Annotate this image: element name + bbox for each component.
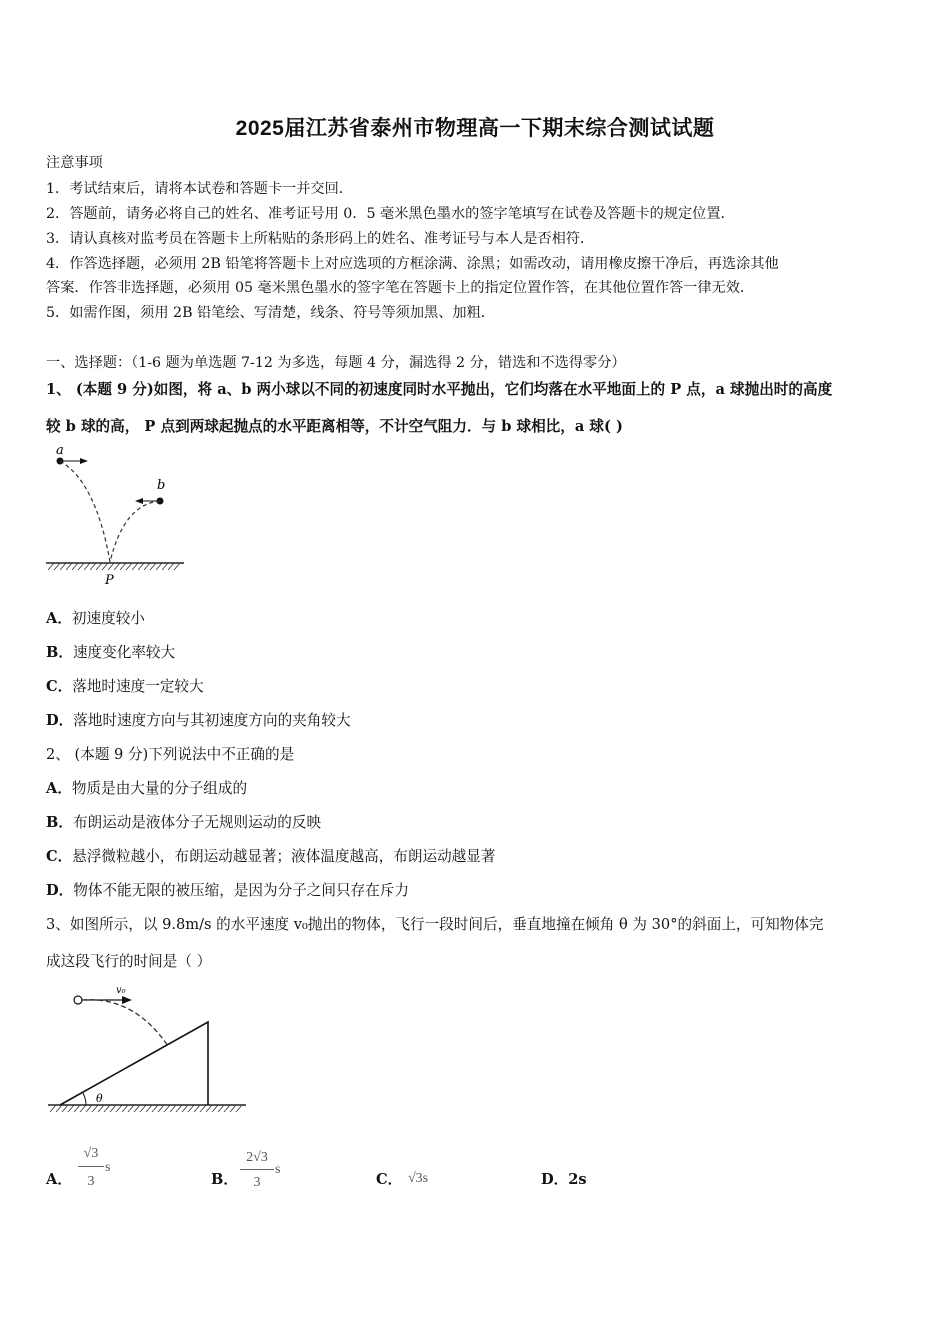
notice-item: 5．如需作图，须用 2B 铅笔绘、写清楚，线条、符号等须加黑、加粗． [46, 305, 495, 321]
notice-item: 4．作答选择题，必须用 2B 铅笔将答题卡上对应选项的方框涂满、涂黑；如需改动，请用橡皮擦干净后，再选涂其他 [46, 256, 779, 272]
question-2-line1: 2、 (本题 9 分)下列说法中不正确的是 [46, 746, 295, 763]
fraction-bar [240, 1169, 274, 1170]
label-a: a [56, 443, 64, 458]
label-p: P [105, 573, 114, 588]
label-v0: v₀ [116, 985, 126, 996]
section-heading: 一、选择题：（1-6 题为单选题 7-12 为多选，每题 4 分，漏选得 2 分，错选和不选得零分） [46, 355, 626, 371]
q2-option-c[interactable]: C．悬浮微粒越小，布朗运动越显著；液体温度越高，布朗运动越显著 [46, 848, 496, 865]
projectile [74, 996, 82, 1004]
question-3-line1: 3、如图所示，以 9.8m/s 的水平速度 v₀抛出的物体，飞行一段时间后，垂直地撞在倾角 θ 为 30°的斜面上，可知物体完 [46, 916, 824, 933]
question-3-line2: 成这段飞行的时间是（ ） [46, 953, 212, 970]
q3-option-a[interactable]: A． [46, 1171, 72, 1188]
q2-option-b[interactable]: B．布朗运动是液体分子无规则运动的反映 [46, 814, 322, 831]
q3-option-b-unit: s [275, 1162, 281, 1177]
q3-option-c-value: √3s [408, 1171, 429, 1186]
q2-option-d[interactable]: D．物体不能无限的被压缩，是因为分子之间只存在斥力 [46, 882, 409, 899]
q3-option-c[interactable]: C． [376, 1171, 403, 1188]
page-title: 2025届江苏省泰州市物理高一下期末综合测试试题 [235, 117, 715, 140]
notice-item: 3．请认真核对监考员在答题卡上所粘贴的条形码上的姓名、准考证号与本人是否相符． [46, 231, 595, 247]
incline-figure [46, 982, 251, 1117]
q3-option-a-denominator: 3 [87, 1174, 95, 1189]
label-theta: θ [96, 1092, 103, 1105]
q1-option-d[interactable]: D．落地时速度方向与其初速度方向的夹角较大 [46, 712, 351, 729]
incline [60, 1022, 208, 1105]
q1-option-a[interactable]: A．初速度较小 [46, 610, 145, 627]
projectile-figure-1 [44, 442, 189, 592]
q3-option-d[interactable]: D．2s [541, 1171, 587, 1188]
notice-item: 1．考试结束后，请将本试卷和答题卡一并交回． [46, 181, 353, 197]
q3-option-a-unit: s [105, 1160, 111, 1175]
label-b: b [157, 478, 166, 493]
q1-option-c[interactable]: C．落地时速度一定较大 [46, 678, 204, 695]
question-1-line2: 较 b 球的高， P 点到两球起抛点的水平距离相等，不计空气阻力．与 b 球相比，a 球( ) [46, 418, 623, 435]
notice-heading: 注意事项 [46, 155, 103, 171]
notice-item: 答案．作答非选择题，必须用 05 毫米黑色墨水的签字笔在答题卡上的指定位置作答，在其他位置作答一律无效． [46, 280, 755, 296]
fraction-bar [78, 1166, 104, 1167]
q1-option-b[interactable]: B．速度变化率较大 [46, 644, 176, 661]
notice-item: 2．答题前，请务必将自己的姓名、准考证号用 0．5 毫米黑色墨水的签字笔填写在试卷及答题卡的规定位置． [46, 206, 735, 222]
q3-option-b[interactable]: B． [211, 1171, 238, 1188]
question-1-line1: 1、 (本题 9 分)如图，将 a、b 两小球以不同的初速度同时水平抛出，它们均落在水平地面上的 P 点，a 球抛出时的高度 [46, 381, 833, 398]
q2-option-a[interactable]: A．物质是由大量的分子组成的 [46, 780, 248, 797]
q3-option-a-numerator: √3 [83, 1146, 99, 1161]
q3-option-b-denominator: 3 [253, 1175, 261, 1190]
q3-option-b-numerator: 2√3 [246, 1150, 268, 1165]
